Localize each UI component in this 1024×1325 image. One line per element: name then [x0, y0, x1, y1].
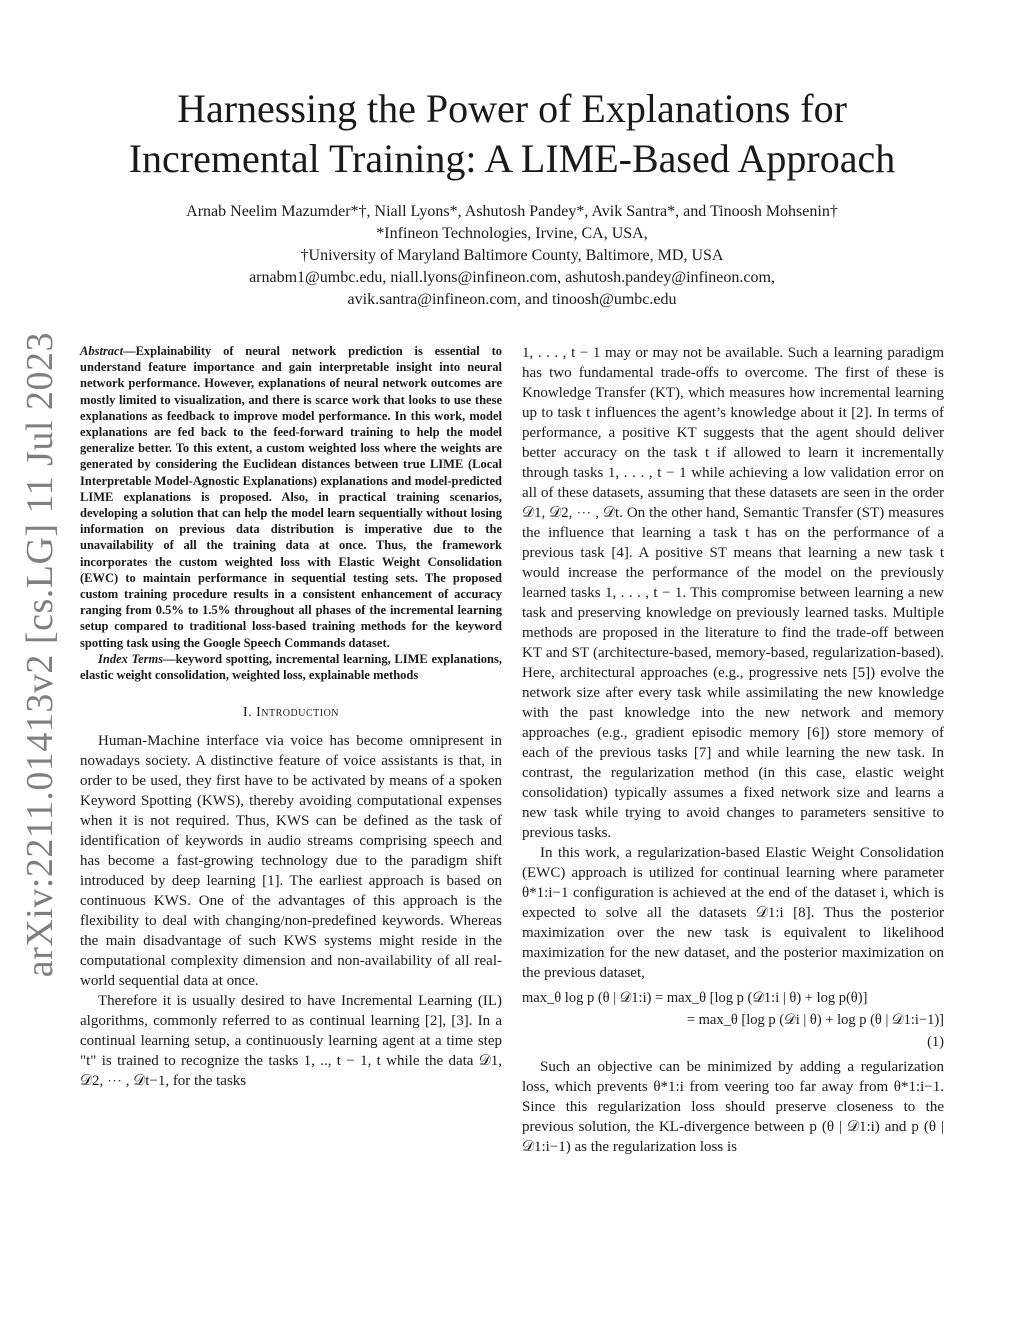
abstract-lead: Abstract	[80, 344, 124, 358]
section-title: Introduction	[256, 705, 340, 721]
right-paragraph-3: Such an objective can be minimized by adding a regularization loss, which prevents θ*1:i from veering too far away from θ*1:i−1. Since this regularization loss should preserve closeness to the previous solution, the KL-divergence between p (θ | 𝒟1:i) and p (θ | 𝒟1:i−1) as the regularization loss is	[522, 1059, 944, 1155]
equation-line-2: = max_θ [log p (𝒟i | θ) + log p (θ | 𝒟1:i−1)]	[686, 1012, 944, 1028]
arxiv-id: arXiv:2211.01413v2 [cs.LG] 11 Jul 2023	[19, 332, 61, 978]
right-paragraph-2: In this work, a regularization-based Elastic Weight Consolidation (EWC) approach is utilized for continual learning where parameter θ*1:i−1 configuration is achieved at the end of the dataset i, which is expected to solve all the datasets 𝒟1:i [8]. Thus the posterior maximization over the new task is equivalent to likelihood maximization for the new dataset, and the posterior maximization on the previous dataset,	[522, 845, 944, 981]
intro-paragraph-2: Therefore it is usually desired to have Incremental Learning (IL) algorithms, commonly referred to as continual learning [2], [3]. In a continual learning setup, a continuously learning agent at a time step "t" is trained to recognize the tasks 1, .., t − 1, t while the data 𝒟1, 𝒟2, ⋯ , 𝒟t−1, for the tasks	[80, 993, 502, 1090]
left-column	[80, 343, 502, 1091]
equation-number: (1)	[927, 1034, 944, 1050]
abstract-text: —Explainability of neural network prediction is essential to understand feature importance and gain interpretable insight into neural network performance. However, explanations of neural network outcomes are mostly limited to visualization, and there is scarce work that looks to use these explanations as feedback to improve model performance. In this work, model explanations are fed back to the feed-forward training to help the model generalize better. To this extent, a custom weighted loss where the weights are generated by considering the Euclidean distances between true LIME (Local Interpretable Model-Agnostic Explanations) explanations and model-predicted LIME explanations is proposed. Also, in practical training scenarios, developing a solution that can help the model learn sequentially without losing information on previous data distribution is imperative due to the unavailability of all the training data at once. Thus, the framework incorporates the custom weighted loss with Elastic Weight Consolidation (EWC) to maintain performance in sequential testing sets. The proposed custom training procedure results in a consistent enhancement of accuracy ranging from 0.5% to 1.5% throughout all phases of the incremental learning setup compared to traditional loss-based training methods for the keyword spotting task using the Google Speech Commands dataset.	[80, 344, 502, 650]
emails-line-1: arnabm1@umbc.edu, niall.lyons@infineon.com, ashutosh.pandey@infineon.com,	[249, 269, 775, 286]
emails-line-2: avik.santra@infineon.com, and tinoosh@umbc.edu	[347, 291, 677, 308]
section-number: I.	[242, 705, 253, 721]
section-heading	[80, 705, 502, 721]
equation-line-1: max_θ log p (θ | 𝒟1:i) = max_θ [log p (𝒟1:i | θ) + log p(θ)]	[522, 990, 868, 1006]
index-terms-text: —keyword spotting, incremental learning, LIME explanations, elastic weight consolidation, weighted loss, explainable methods	[80, 651, 502, 683]
paper-title: Harnessing the Power of Explanations for Incremental Training: A LIME-Based Approach	[128, 86, 896, 181]
affiliation-2: †University of Maryland Baltimore County, Baltimore, MD, USA	[300, 247, 724, 264]
right-column	[522, 343, 944, 1157]
abstract	[80, 343, 502, 651]
right-paragraph-1: 1, . . . , t − 1 may or may not be available. Such a learning paradigm has two fundamental trade-offs to overcome. The first of these is Knowledge Transfer (KT), which measures how incremental learning up to task t influences the agent’s knowledge about it [2]. In terms of performance, a positive KT suggests that the agent should deliver better accuracy on the task t if allowed to learn it incrementally through tasks 1, . . . , t − 1 while achieving a low validation error on all of these datasets, assuming that these datasets are seen in the order 𝒟1, 𝒟2, ⋯ , 𝒟t. On the other hand, Semantic Transfer (ST) measures the influence that learning a task t has on the performance of a previous task [4]. A positive ST means that learning a new task t would increase the performance of the model on the previously learned tasks 1, . . . , t − 1. This compromise between learning a new task and preserving knowledge on previously learned tasks. Multiple methods are proposed in the literature to find the trade-off between KT and ST (architecture-based, memory-based, regularization-based). Here, architectural approaches (e.g., progressive nets [5]) evolve the network size after every task while assimilating the new knowledge with the past knowledge into the new network and memory approaches (e.g., gradient episodic memory [6]) store memory of each of the previous tasks [7] and while learning the new task. In contrast, the regularization method (in this case, elastic weight consolidation) typically assumes a fixed network size and learns a new task while trying to avoid changes to parameters sensitive to previous tasks.	[522, 345, 944, 841]
equation-1	[522, 987, 944, 1053]
affiliation-1: *Infineon Technologies, Irvine, CA, USA,	[376, 225, 648, 242]
arxiv-watermark	[16, 332, 64, 978]
index-terms-lead: Index Terms	[98, 651, 164, 666]
author-names: Arnab Neelim Mazumder*†, Niall Lyons*, Ashutosh Pandey*, Avik Santra*, and Tinoosh Mohsenin†	[186, 203, 838, 220]
index-terms	[80, 651, 502, 683]
intro-paragraph-1: Human-Machine interface via voice has become omnipresent in nowadays society. A distinctive feature of voice assistants is that, in order to be used, they first have to be activated by means of a spoken Keyword Spotting (KWS), thereby avoiding computational expenses when it is not required. Thus, KWS can be defined as the task of identification of keywords in audio streams comprising speech and has become a fast-growing technology due to the paradigm shift introduced by deep learning [1]. The earliest approach is based on continuous KWS. One of the advantages of this approach is the flexibility to deal with changing/non-predefined keywords. Whereas the main disadvantage of such KWS systems might reside in the computational complexity dimension and non-availability of all real-world sequential data at once.	[80, 733, 502, 990]
author-block	[80, 201, 944, 311]
